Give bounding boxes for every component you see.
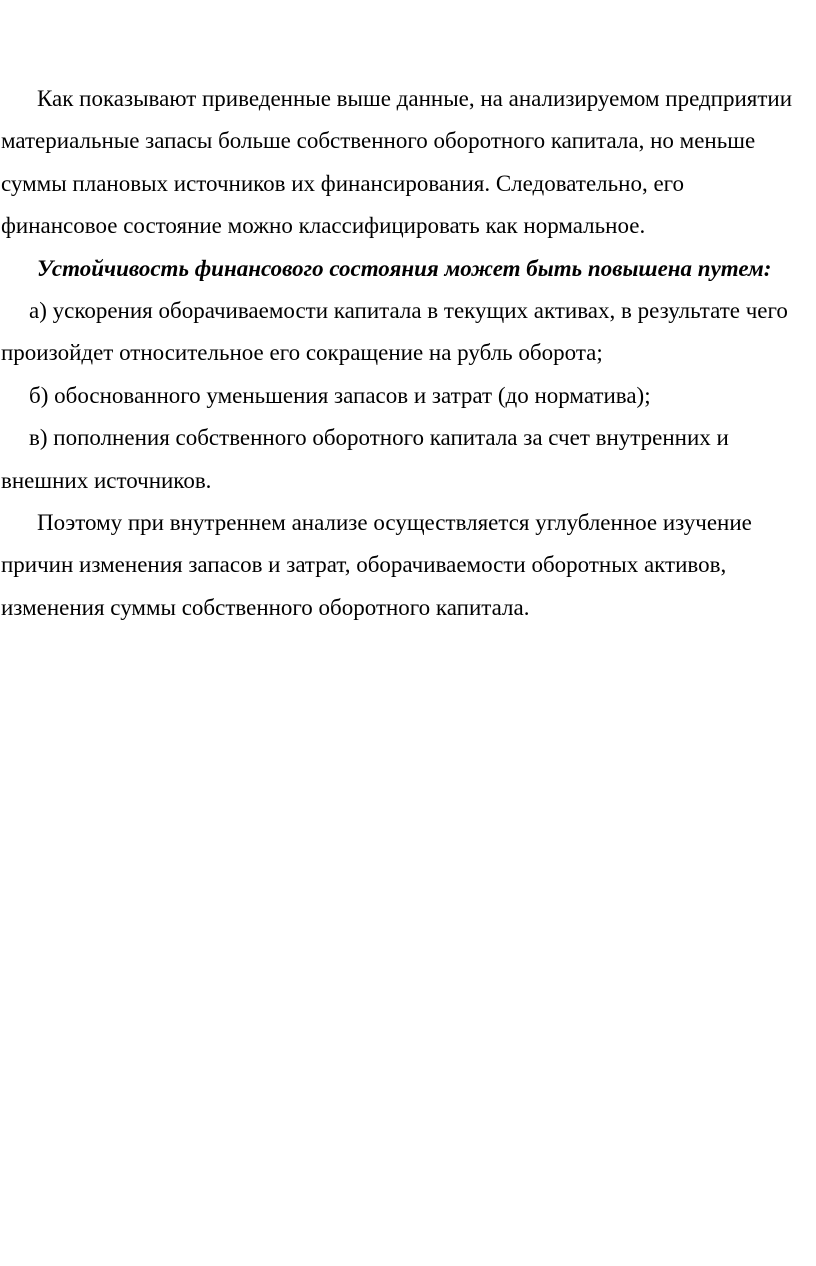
document-page [0, 78, 816, 629]
list-item-b: б) обоснованного уменьшения запасов и затрат (до норматива); [29, 382, 651, 408]
paragraph-heading-stability: Устойчивость финансового состояния может быть повышена путем: [37, 255, 772, 281]
list-item-c: в) пополнения собственного оборотного капитала за счет внутренних и внешних источников. [1, 425, 729, 493]
paragraph-conclusion: Как показывают приведенные выше данные, на анализируемом предприятии материальные запасы больше собственного оборотного капитала, но меньше суммы плановых источников их финансирования. Следовательно, его финансовое состояние можно классифицировать как нормальное. [1, 86, 793, 239]
paragraph-internal-analysis: Поэтому при внутреннем анализе осуществляется углубленное изучение причин изменения запасов и затрат, оборачиваемости оборотных активов, изменения суммы собственного оборотного капитала. [1, 510, 752, 620]
list-item-a: а) ускорения оборачиваемости капитала в текущих активах, в результате чего произойдет относительное его сокращение на рубль оборота; [1, 298, 788, 366]
